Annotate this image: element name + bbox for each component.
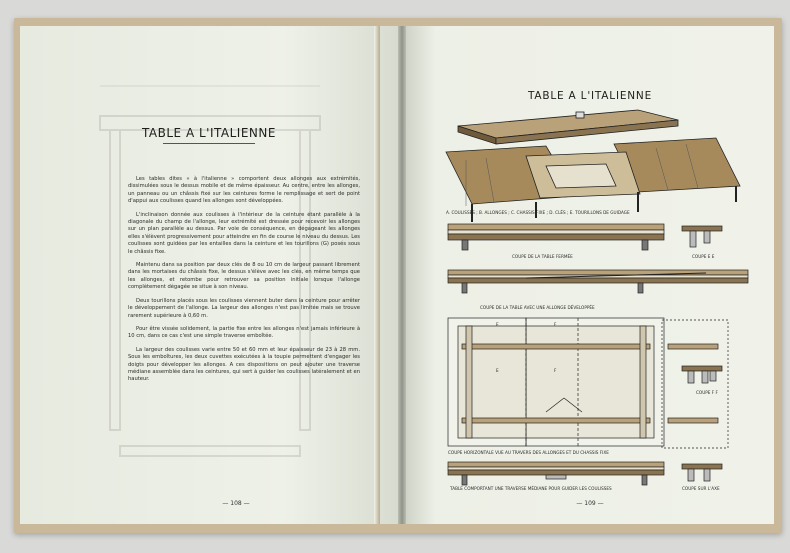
section-base-drawing: [682, 464, 722, 481]
paragraph: Maintenu dans sa position par deux clés de 8 ou 10 cm de largeur passant librement dans les mortaises du châssis fixe, le dessus s'élève avec les clés, en même temps que les allonges, et retombe pour retrouver sa position initiale lorsque l'allonge complètement dégagée se situe à son niveau.: [128, 262, 360, 291]
page-edge: [374, 26, 380, 524]
label-e-bottom: E: [496, 368, 499, 373]
left-page-text: [128, 176, 360, 390]
label-e-top: E: [496, 322, 499, 327]
open-book: [14, 18, 782, 533]
left-page-number: — 108 —: [222, 500, 250, 507]
isometric-table-drawing: [446, 110, 740, 222]
paragraph: Les tables dites « à l'italienne » comportent deux allonges aux extrémités, dissimulées sous le dessus mobile et de même épaisseur. Au centre, entre les allonges, un panneau ou un châssis fixé sur les ceintures forme le remplissage et sert de point d'appui aux coulisses quand les allonges sont développées.: [128, 176, 360, 205]
median-table-caption: TABLE COMPORTANT UNE TRAVERSE MÉDIANE POUR GUIDER LES COULISSES: [450, 486, 612, 491]
paragraph: Pour être vissée solidement, la partie fixe entre les allonges n'est jamais inférieure à 10 cm, dans ce cas c'est une simple traverse emboîtée.: [128, 325, 360, 340]
horizontal-section-drawing: [448, 318, 728, 448]
legend-caption: A. COULISSES ; B. ALLONGES ; C. CHASSIS FIXE ; D. CLÉS ; E. TOURILLONS DE GUIDAGE: [446, 210, 630, 215]
section-ee-drawing: [682, 226, 722, 247]
open-section-drawing: [448, 270, 748, 293]
right-page-title: TABLE A L'ITALIENNE: [527, 90, 653, 102]
left-page-title: TABLE A L'ITALIENNE: [20, 126, 398, 144]
section-ff-caption: COUPE F F: [696, 390, 718, 395]
technical-drawings: [406, 26, 774, 524]
label-f-top: F: [554, 322, 557, 327]
median-table-drawing: [448, 462, 664, 485]
paragraph: La largeur des coulisses varie entre 50 et 60 mm et leur épaisseur de 23 à 28 mm. Sous les emboîtures, les deux cuvettes exécutées à la toupie permettent d'engager les doigts pour développer les allonges. A ces dispositions on peut ajouter une traverse médiane assemblée dans les ceintures, qui sert à guider les coulisses latéralement et en hauteur.: [128, 346, 360, 383]
right-page-number: — 109 —: [576, 500, 604, 507]
section-base-caption: COUPE SUR L'AXE: [682, 486, 720, 491]
open-section-caption: COUPE DE LA TABLE AVEC UNE ALLONGE DÉVELOPPÉE: [480, 305, 595, 310]
closed-section-caption: COUPE DE LA TABLE FERMÉE: [512, 254, 573, 259]
paragraph: Deux tourillons placés sous les coulisses viennent buter dans la ceinture pour arrêter le développement de l'allonge. La largeur des allonges n'est pas limitée mais se trouve rarement supérieure à 0,60 m.: [128, 297, 360, 319]
closed-section-drawing: [448, 224, 664, 250]
right-page: [406, 26, 774, 524]
left-page: [20, 26, 398, 524]
paragraph: L'inclinaison donnée aux coulisses à l'intérieur de la ceinture étant parallèle à la diagonale du champ de l'allonge, leur extrémité est dressée pour recevoir les allonges sur un plan parallèle au dessus. Par voie de conséquence, en dégageant les allonges elles s'élèvent progressivement pour atteindre en fin de course le niveau du dessus. Les coulisses sont guidées par les entailles dans la ceinture et les tourillons (G) posés sous le châssis fixe.: [128, 211, 360, 255]
section-ff-drawing: [682, 366, 722, 383]
horizontal-section-caption: COUPE HORIZONTALE VUE AU TRAVERS DES ALLONGES ET DU CHASSIS FIXE: [448, 450, 609, 455]
label-f-bottom: F: [554, 368, 557, 373]
section-ee-caption: COUPE E E: [692, 254, 715, 259]
book-gutter: [398, 26, 406, 524]
